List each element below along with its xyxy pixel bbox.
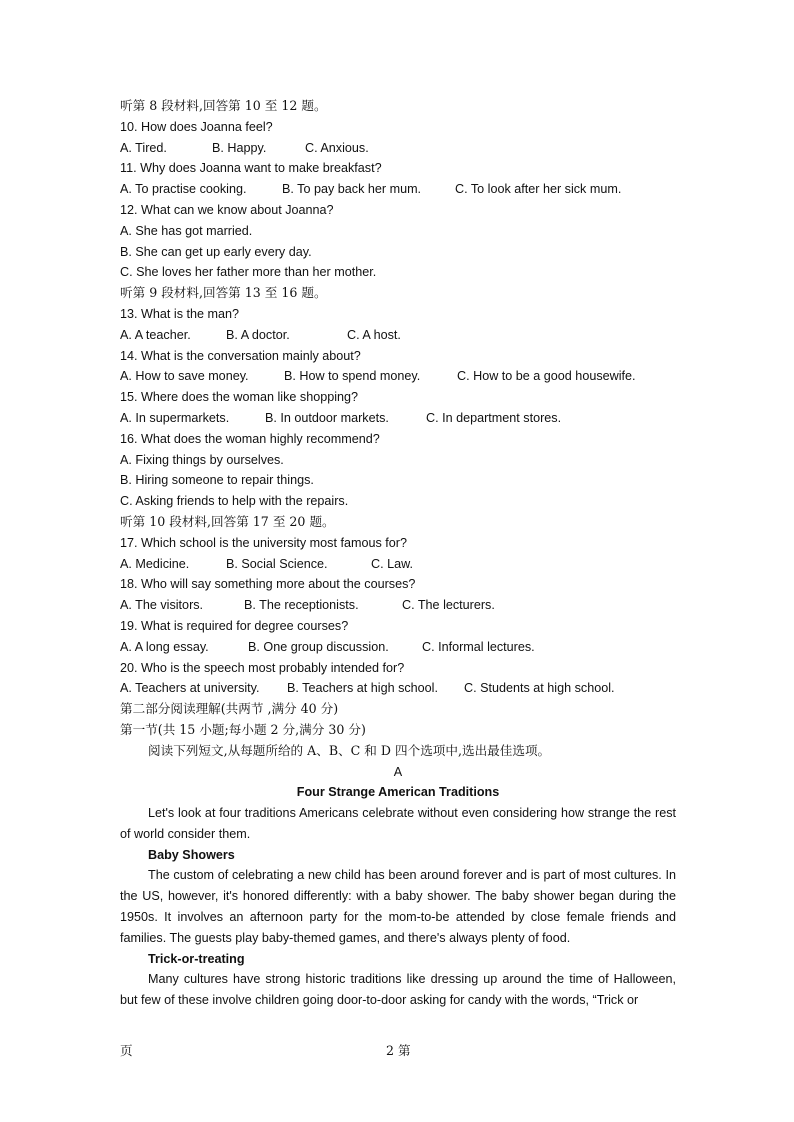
reading-instruction: 阅读下列短文,从每题所给的 A、B、C 和 D 四个选项中,选出最佳选项。	[148, 742, 551, 758]
answer-option: A. To practise cooking.	[120, 182, 247, 197]
question-line: B. Hiring someone to repair things.	[120, 473, 314, 488]
section-heading: Trick-or-treating	[148, 951, 245, 966]
answer-option: C. In department stores.	[426, 410, 562, 425]
passage-paragraph: Let's look at four traditions Americans celebrate without even considering how strange the rest of world consider them.	[120, 806, 676, 841]
answer-option: C. How to be a good housewife.	[457, 369, 636, 384]
answer-options	[120, 366, 676, 387]
section-instruction: 第二部分阅读理解(共两节 ,满分 40 分)	[120, 701, 339, 717]
answer-option: C. The lecturers.	[402, 598, 495, 613]
question-line: 10. How does Joanna feel?	[120, 119, 273, 134]
answer-option: B. The receptionists.	[244, 598, 359, 613]
answer-option: A. A long essay.	[120, 639, 209, 654]
answer-option: A. Tired.	[120, 140, 167, 155]
answer-option: C. Anxious.	[305, 140, 369, 155]
answer-option: B. Happy.	[212, 140, 267, 155]
page-footer	[120, 1040, 676, 1060]
answer-options	[120, 179, 676, 200]
answer-option: B. Teachers at high school.	[287, 681, 438, 696]
answer-options	[120, 678, 676, 699]
section-instruction: 听第 9 段材料,回答第 13 至 16 题。	[120, 285, 327, 301]
answer-option: B. How to spend money.	[284, 369, 421, 384]
question-line: 20. Who is the speech most probably intended for?	[120, 660, 405, 675]
answer-option: C. To look after her sick mum.	[455, 182, 622, 197]
answer-options	[120, 408, 676, 429]
page-body	[120, 96, 676, 1011]
question-line: A. She has got married.	[120, 223, 253, 238]
answer-option: C. Informal lectures.	[422, 639, 535, 654]
answer-option: C. A host.	[347, 327, 401, 342]
question-line: 17. Which school is the university most famous for?	[120, 535, 407, 550]
question-line: 15. Where does the woman like shopping?	[120, 390, 359, 405]
passage-paragraph: Many cultures have strong historic traditions like dressing up around the time of Halloween, but few of these involve children going door-to-door asking for candy with the words, “Trick or	[120, 972, 676, 1008]
answer-option: A. Medicine.	[120, 556, 190, 571]
answer-option: B. Social Science.	[226, 556, 328, 571]
footer-left: 页	[120, 1043, 133, 1058]
question-line: 11. Why does Joanna want to make breakfast?	[120, 161, 382, 176]
question-line: C. She loves her father more than her mother.	[120, 265, 377, 280]
answer-options	[120, 595, 676, 616]
section-instruction: 听第 8 段材料,回答第 10 至 12 题。	[120, 98, 327, 113]
question-line: C. Asking friends to help with the repairs.	[120, 494, 349, 509]
answer-options	[120, 637, 676, 658]
section-heading: Baby Showers	[148, 847, 235, 862]
question-line: 13. What is the man?	[120, 306, 240, 321]
answer-option: C. Law.	[371, 556, 413, 571]
answer-options	[120, 138, 676, 159]
section-instruction: 听第 10 段材料,回答第 17 至 20 题。	[120, 513, 335, 529]
answer-option: C. Students at high school.	[464, 681, 615, 696]
answer-option: A. The visitors.	[120, 598, 204, 613]
answer-option: B. One group discussion.	[248, 639, 389, 654]
answer-options	[120, 554, 676, 575]
answer-options	[120, 325, 676, 346]
passage-label: A	[393, 764, 403, 779]
answer-option: A. In supermarkets.	[120, 410, 230, 425]
answer-option: A. A teacher.	[120, 327, 191, 342]
question-line: 16. What does the woman highly recommend?	[120, 431, 380, 446]
answer-option: A. Teachers at university.	[120, 681, 260, 696]
answer-option: B. To pay back her mum.	[282, 182, 422, 197]
question-line: 14. What is the conversation mainly about?	[120, 348, 361, 363]
question-line: 19. What is required for degree courses?	[120, 618, 349, 633]
answer-option: B. A doctor.	[226, 327, 290, 342]
section-instruction: 第一节(共 15 小题;每小题 2 分,满分 30 分)	[120, 721, 366, 737]
question-line: A. Fixing things by ourselves.	[120, 452, 284, 467]
question-line: B. She can get up early every day.	[120, 244, 312, 259]
passage-title: Four Strange American Traditions	[296, 785, 500, 800]
answer-option: A. How to save money.	[120, 369, 249, 384]
passage-paragraph: The custom of celebrating a new child has been around forever and is part of most cultures. In the US, however, it's honored differently: with a baby shower. The baby shower began during the 1950s. It involves an afternoon party for the mom-to-be attended by close female friends and families. The guests play baby-themed games, and there's always plenty of food.	[120, 868, 676, 945]
answer-option: B. In outdoor markets.	[265, 410, 389, 425]
footer-page-number: 2 第	[386, 1043, 411, 1058]
question-line: 12. What can we know about Joanna?	[120, 202, 334, 217]
question-line: 18. Who will say something more about the courses?	[120, 577, 416, 592]
